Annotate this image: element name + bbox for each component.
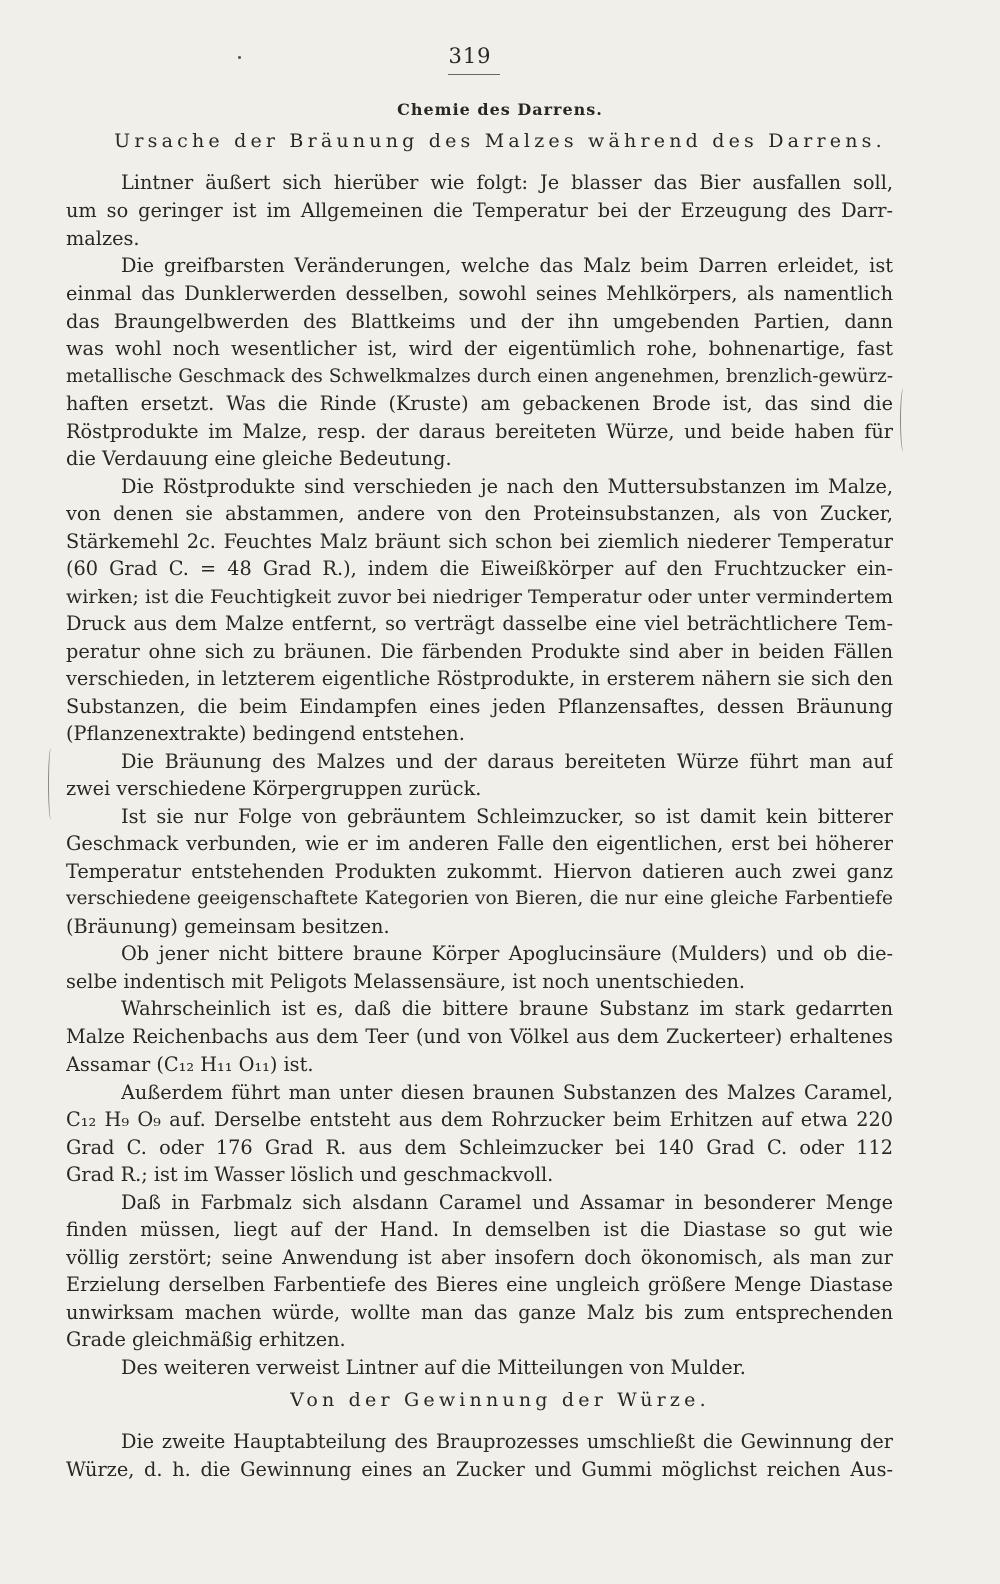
text-line: Wahrscheinlich ist es, daß die bittere braune Substanz im stark gedarrten xyxy=(121,997,893,1020)
text-line: metallische Geschmack des Schwelkmalzes durch einen angenehmen, brenzlich-gewürz- xyxy=(66,366,893,387)
text-line: was wohl noch wesentlicher ist, wird der eigentümlich rohe, bohnenartige, fast xyxy=(66,337,893,360)
text-line: einmal das Dunklerwerden desselben, sowohl seines Mehlkörpers, als namentlich xyxy=(66,282,893,305)
section-heading-wuerze: Von der Gewinnung der Würze. xyxy=(290,1389,710,1411)
text-line: Außerdem führt man unter diesen braunen Substanzen des Malzes Caramel, xyxy=(121,1081,893,1104)
text-line: von denen sie abstammen, andere von den Proteinsubstanzen, als von Zucker, xyxy=(66,502,893,525)
text-line: verschieden, in letzterem eigentliche Röstprodukte, in ersterem nähern sie sich den xyxy=(66,667,893,690)
text-line: Stärkemehl 2c. Feuchtes Malz bräunt sich schon bei ziemlich niederer Temperatur xyxy=(66,530,893,553)
text-line: (Pflanzenextrakte) bedingend entstehen. xyxy=(66,722,465,745)
running-head: Chemie des Darrens. xyxy=(397,100,603,119)
text-line: das Braungelbwerden des Blattkeims und der ihn umgebenden Partien, dann xyxy=(66,310,893,333)
text-line: Ist sie nur Folge von gebräuntem Schleimzucker, so ist damit kein bitterer xyxy=(121,805,893,828)
text-line: um so geringer ist im Allgemeinen die Temperatur bei der Erzeugung des Darr- xyxy=(66,199,893,222)
pencil-margin-mark xyxy=(900,388,907,452)
text-line: Die Bräunung des Malzes und der daraus bereiteten Würze führt man auf xyxy=(121,750,893,773)
section-heading-braeunung: Ursache der Bräunung des Malzes während des Darrens. xyxy=(114,130,886,152)
page-number-rule xyxy=(448,74,500,75)
text-line: Lintner äußert sich hierüber wie folgt: Je blasser das Bier ausfallen soll, xyxy=(121,171,893,194)
text-line: Substanzen, die beim Eindampfen eines jeden Pflanzensaftes, dessen Bräunung xyxy=(66,695,893,718)
text-line: (Bräunung) gemeinsam besitzen. xyxy=(66,915,390,938)
text-line: verschiedene geeigenschaftete Kategorien von Bieren, die nur eine gleiche Farbentiefe xyxy=(66,888,893,909)
text-line: Assamar (C₁₂ H₁₁ O₁₁) ist. xyxy=(66,1053,314,1076)
text-line: Temperatur entstehenden Produkten zukommt. Hiervon datieren auch zwei ganz xyxy=(66,860,893,883)
text-line: (60 Grad C. = 48 Grad R.), indem die Eiweißkörper auf den Fruchtzucker ein- xyxy=(66,557,893,580)
text-line: Druck aus dem Malze entfernt, so verträgt dasselbe eine viel beträchtlichere Tem- xyxy=(66,612,893,635)
pencil-margin-mark xyxy=(48,748,54,820)
text-line: Die greifbarsten Veränderungen, welche das Malz beim Darren erleidet, ist xyxy=(121,254,893,277)
text-line: unwirksam machen würde, wollte man das ganze Malz bis zum entsprechenden xyxy=(66,1301,893,1324)
text-line: die Verdauung eine gleiche Bedeutung. xyxy=(66,447,452,470)
text-line: Geschmack verbunden, wie er im anderen Falle den eigentlichen, erst bei höherer xyxy=(66,832,893,855)
text-line: Grad C. oder 176 Grad R. aus dem Schleimzucker bei 140 Grad C. oder 112 xyxy=(66,1136,893,1159)
text-line: völlig zerstört; seine Anwendung ist aber insofern doch ökonomisch, als man zur xyxy=(66,1246,893,1269)
text-line: Die Röstprodukte sind verschieden je nach den Muttersubstanzen im Malze, xyxy=(121,475,893,498)
text-line: finden müssen, liegt auf der Hand. In demselben ist die Diastase so gut wie xyxy=(66,1218,893,1241)
text-line: Erzielung derselben Farbentiefe des Bieres eine ungleich größere Menge Diastase xyxy=(66,1273,893,1296)
text-line: malzes. xyxy=(66,227,140,250)
text-line: peratur ohne sich zu bräunen. Die färbenden Produkte sind aber in beiden Fällen xyxy=(66,640,893,663)
text-line: C₁₂ H₉ O₉ auf. Derselbe entsteht aus dem Rohrzucker beim Erhitzen auf etwa 220 xyxy=(66,1108,893,1131)
text-line: Würze, d. h. die Gewinnung eines an Zucker und Gummi möglichst reichen Aus- xyxy=(66,1458,893,1481)
text-line: Ob jener nicht bittere braune Körper Apoglucinsäure (Mulders) und ob die- xyxy=(121,942,893,965)
text-line: Grad R.; ist im Wasser löslich und geschmackvoll. xyxy=(66,1163,554,1186)
ink-speck xyxy=(238,56,241,59)
page-number: 319 xyxy=(448,44,492,68)
text-line: Die zweite Hauptabteilung des Brauprozesses umschließt die Gewinnung der xyxy=(121,1430,893,1453)
text-line: haften ersetzt. Was die Rinde (Kruste) am gebackenen Brode ist, das sind die xyxy=(66,392,893,415)
text-line: Grade gleichmäßig erhitzen. xyxy=(66,1328,346,1351)
text-line: wirken; ist die Feuchtigkeit zuvor bei niedriger Temperatur oder unter vermindertem xyxy=(66,586,893,608)
text-line: Malze Reichenbachs aus dem Teer (und von Völkel aus dem Zuckerteer) erhaltenes xyxy=(66,1025,893,1048)
text-line: Röstprodukte im Malze, resp. der daraus bereiteten Würze, und beide haben für xyxy=(66,420,893,443)
text-line: Des weiteren verweist Lintner auf die Mitteilungen von Mulder. xyxy=(121,1356,746,1379)
text-line: Daß in Farbmalz sich alsdann Caramel und Assamar in besonderer Menge xyxy=(121,1191,893,1214)
text-line: zwei verschiedene Körpergruppen zurück. xyxy=(66,777,482,800)
text-line: selbe indentisch mit Peligots Melassensäure, ist noch unentschieden. xyxy=(66,970,746,993)
